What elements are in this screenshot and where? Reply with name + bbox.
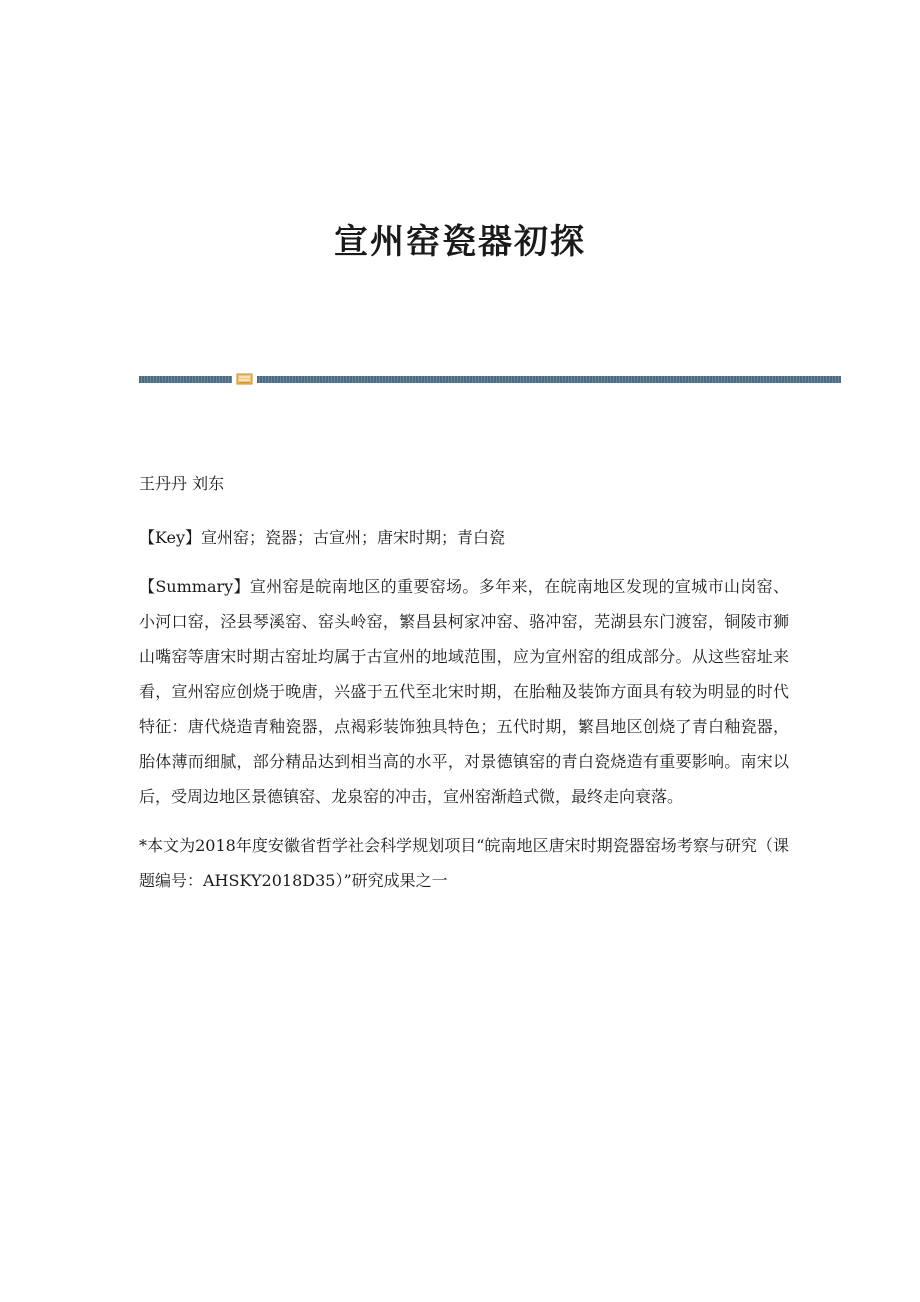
title-divider [139, 373, 841, 385]
summary-paragraph [139, 569, 789, 814]
keywords-label: 【Key】 [139, 528, 202, 547]
summary-label: 【Summary】 [139, 577, 250, 596]
ornament-icon [236, 373, 253, 385]
authors: 王丹丹 刘东 [139, 474, 225, 493]
footnote: *本文为2018年度安徽省哲学社会科学规划项目“皖南地区唐宋时期瓷器窑场考察与研究（课题编号：AHSKY2018D35）”研究成果之一 [139, 836, 789, 890]
document-body [139, 466, 789, 912]
divider-bar-right [257, 376, 841, 383]
document-title: 宣州窑瓷器初探 [334, 222, 586, 262]
keywords-text: 宣州窑；瓷器；古宣州；唐宋时期；青白瓷 [201, 528, 506, 547]
divider-bar-left [139, 376, 232, 383]
summary-text: 宣州窑是皖南地区的重要窑场。多年来，在皖南地区发现的宣城市山岗窑、小河口窑，泾县琴溪窑、窑头岭窑，繁昌县柯家冲窑、骆冲窑，芜湖县东门渡窑，铜陵市狮山嘴窑等唐宋时期古窑址均属于古宣州的地域范围，应为宣州窑的组成部分。从这些窑址来看，宣州窑应创烧于晚唐，兴盛于五代至北宋时期，在胎釉及装饰方面具有较为明显的时代特征：唐代烧造青釉瓷器，点褐彩装饰独具特色；五代时期，繁昌地区创烧了青白釉瓷器，胎体薄而细腻，部分精品达到相当高的水平，对景德镇窑的青白瓷烧造有重要影响。南宋以后，受周边地区景德镇窑、龙泉窑的冲击，宣州窑渐趋式微，最终走向衰落。 [139, 577, 789, 806]
keywords-paragraph [139, 520, 789, 555]
